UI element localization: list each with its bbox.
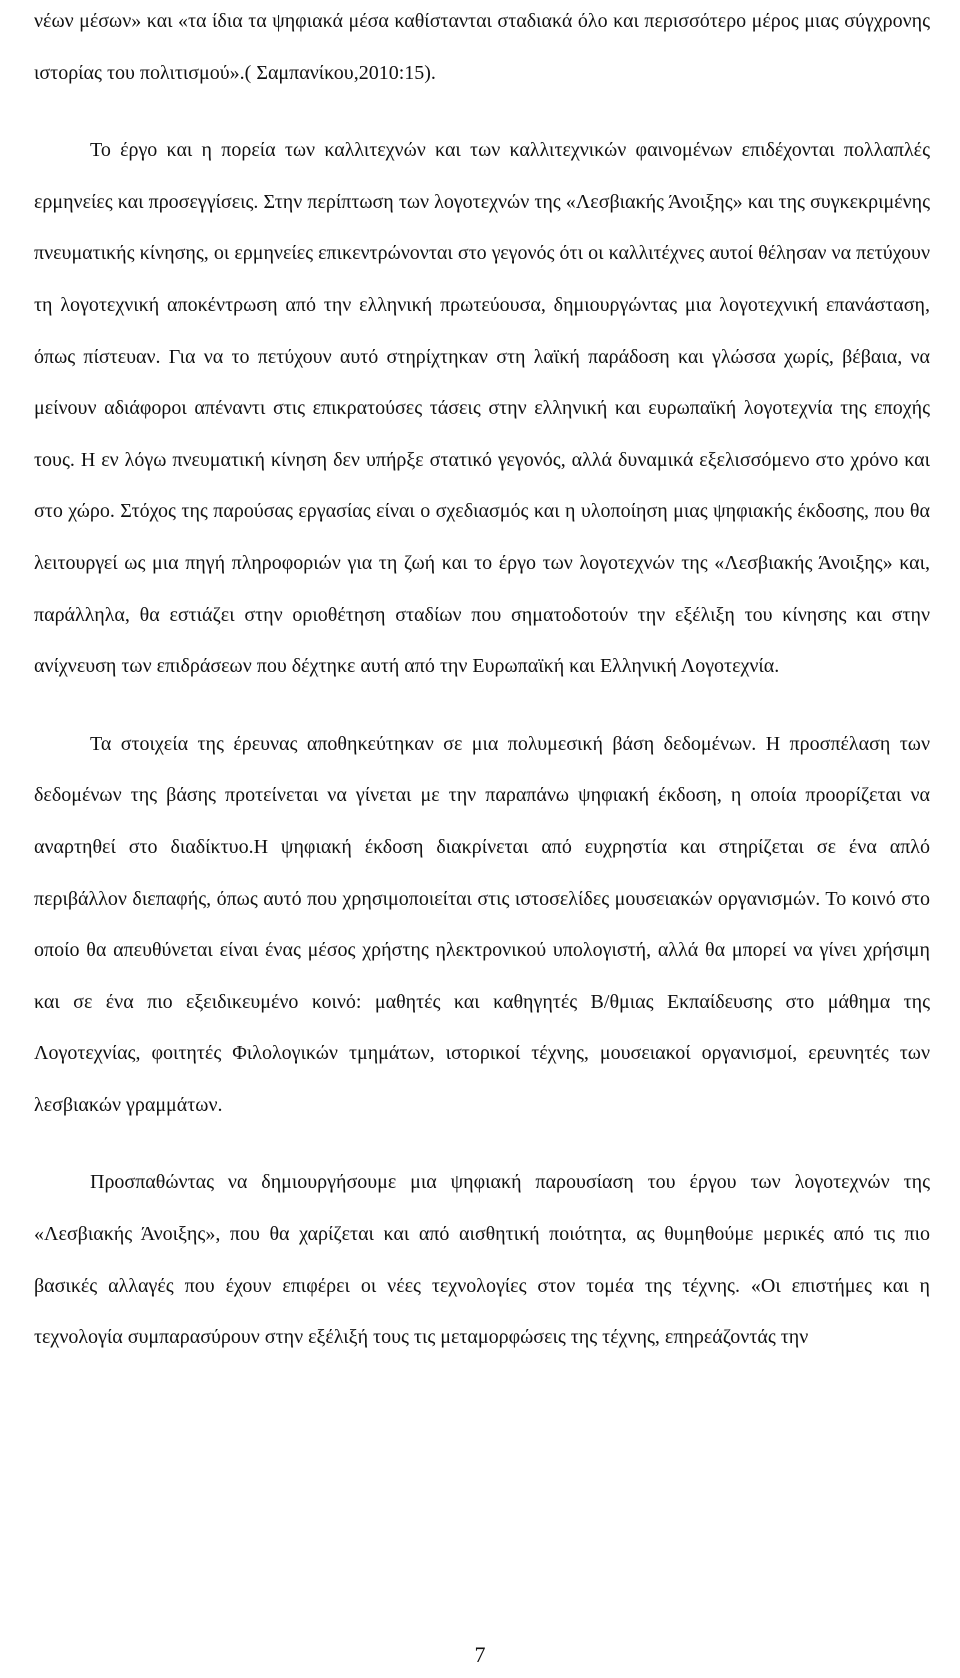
paragraph-continuation: νέων μέσων» και «τα ίδια τα ψηφιακά μέσα καθίστανται σταδιακά όλο και περισσότερο μέρος μιας σύγχρονης ιστορίας του πολιτισμού».( Σαμπανίκου,2010:15). xyxy=(34,10,930,84)
page-number: 7 xyxy=(474,1642,486,1667)
paragraph-research-database: Τα στοιχεία της έρευνας αποθηκεύτηκαν σε μια πολυμεσική βάση δεδομένων. Η προσπέλαση των δεδομένων της βάσης προτείνεται να γίνεται με την παραπάνω ψηφιακή έκδοση, η οποία προορίζεται να αναρτηθεί στο διαδίκτυο.Η ψηφιακή έκδοση διακρίνεται από ευχρηστία και στηρίζεται σε ένα απλό περιβάλλον διεπαφής, όπως αυτό που χρησιμοποιείται στις ιστοσελίδες μουσειακών οργανισμών. Το κοινό στο οποίο θα απευθύνεται είναι ένας μέσος χρήστης ηλεκτρονικού υπολογιστή, αλλά θα μπορεί να γίνει χρήσιμη και σε ένα πιο εξειδικευμένο κοινό: μαθητές και καθηγητές Β/θμιας Εκπαίδευσης στο μάθημα της Λογοτεχνίας, φοιτητές Φιλολογικών τμημάτων, ιστορικοί τέχνης, μουσειακοί οργανισμοί, ερευνητές των λεσβιακών γραμμάτων. xyxy=(34,732,930,1116)
paragraph-lesvian-spring-interpretations: Το έργο και η πορεία των καλλιτεχνών και των καλλιτεχνικών φαινομένων επιδέχονται πολλαπλές ερμηνείες και προσεγγίσεις. Στην περίπτωση των λογοτεχνών της «Λεσβιακής Άνοιξης» και της συγκεκριμένης πνευματικής κίνησης, οι ερμηνείες επικεντρώνονται στο γεγονός ότι οι καλλιτέχνες αυτοί θέλησαν να πετύχουν τη λογοτεχνική αποκέντρωση από την ελληνική πρωτεύουσα, δημιουργώντας μια λογοτεχνική επανάσταση, όπως πίστευαν. Για να το πετύχουν αυτό στηρίχτηκαν στη λαϊκή παράδοση και γλώσσα χωρίς, βέβαια, να μείνουν αδιάφοροι απέναντι στις επικρατούσες τάσεις στην ελληνική και ευρωπαϊκή λογοτεχνία της εποχής τους. Η εν λόγω πνευματική κίνηση δεν υπήρξε στατικό γεγονός, αλλά δυναμικά εξελισσόμενο στο χρόνο και στο χώρο. Στόχος της παρούσας εργασίας είναι ο σχεδιασμός και η υλοποίηση μιας ψηφιακής έκδοσης, που θα λειτουργεί ως μια πηγή πληροφοριών για τη ζωή και το έργο των λογοτεχνών της «Λεσβιακής Άνοιξης» και, παράλληλα, θα εστιάζει στην οριοθέτηση σταδίων που σηματοδοτούν την εξέλιξη του κίνησης και στην ανίχνευση των επιδράσεων που δέχτηκε αυτή από την Ευρωπαϊκή και Ελληνική Λογοτεχνία. xyxy=(34,139,930,678)
body-text xyxy=(34,0,930,1364)
paragraph-digital-presentation: Προσπαθώντας να δημιουργήσουμε μια ψηφιακή παρουσίαση του έργου των λογοτεχνών της «Λεσβιακής Άνοιξης», που θα χαρίζεται και από αισθητική ποιότητα, ας θυμηθούμε μερικές από τις πιο βασικές αλλαγές που έχουν επιφέρει οι νέες τεχνολογίες στον τομέα της τέχνης. «Οι επιστήμες και η τεχνολογία συμπαρασύρουν στην εξέλιξή τους τις μεταμορφώσεις της τέχνης, επηρεάζοντάς την xyxy=(34,1171,930,1349)
